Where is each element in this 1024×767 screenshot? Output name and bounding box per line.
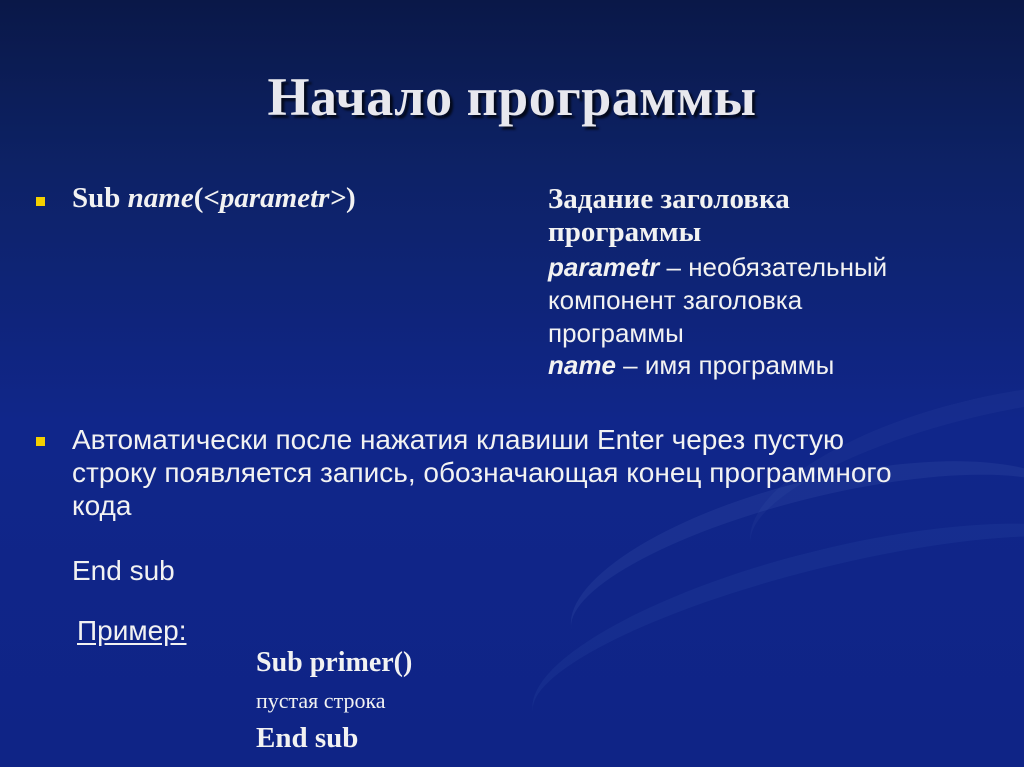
end-sub-text: End sub [72, 555, 175, 586]
description-param-line [548, 252, 887, 283]
example-code-line2: пустая строка [256, 688, 386, 713]
bullet-marker [36, 197, 45, 206]
bullet-marker [36, 437, 45, 446]
bullet2-line2: строку появляется запись, обозначающая конец программного [72, 457, 892, 488]
example-code-line3: End sub [256, 722, 359, 754]
name-word: name [127, 182, 194, 214]
name-rest: – имя программы [615, 350, 835, 380]
name-word-desc: name [548, 350, 616, 380]
param-rest: – необязательный [659, 252, 888, 282]
sub-keyword: Sub [72, 182, 128, 214]
slide-title: Начало программы [267, 67, 757, 127]
example-code-line1: Sub primer() [256, 647, 413, 678]
description-line5: программы [548, 318, 684, 348]
bullet2-line3: кода [72, 490, 132, 521]
param-word: parametr [548, 252, 660, 282]
parametr-token: <parametr> [203, 182, 346, 214]
close-paren: ) [345, 182, 356, 214]
description-name-line [548, 350, 834, 381]
example-label: Пример: [77, 615, 187, 646]
bullet2-line1: Автоматически после нажатия клавиши Enter через пустую [72, 424, 844, 455]
description-line4: компонент заголовка [548, 285, 803, 315]
description-heading-line2: программы [548, 216, 702, 248]
open-paren: ( [193, 182, 204, 214]
sub-signature [72, 182, 356, 215]
description-heading-line1: Задание заголовка [548, 183, 790, 215]
